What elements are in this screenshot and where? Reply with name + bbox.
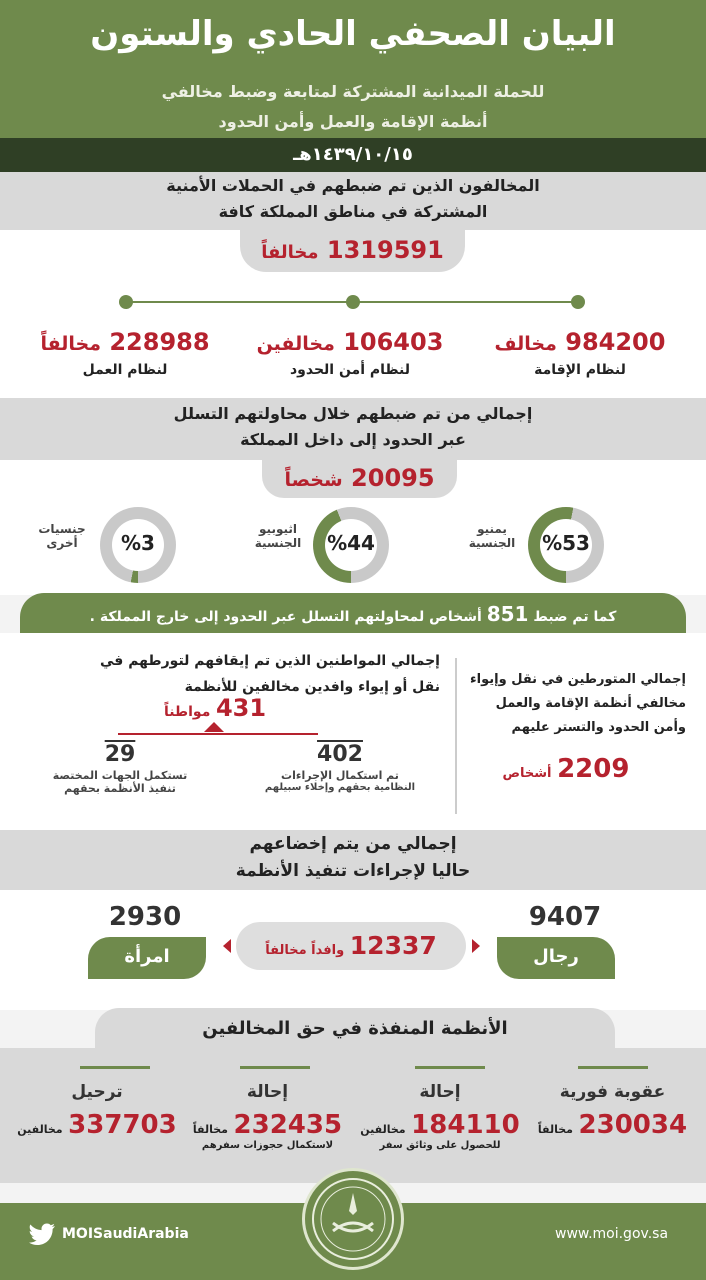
section2-total-unit: شخصاً bbox=[284, 469, 343, 491]
split-arrow bbox=[204, 722, 224, 732]
section2-total-box bbox=[262, 458, 457, 498]
transport-left-text bbox=[40, 648, 440, 700]
timeline-dot-3 bbox=[119, 295, 133, 309]
timeline-dot-2 bbox=[346, 295, 360, 309]
section1-total-box bbox=[240, 228, 465, 272]
section1-total-value: 1319591 bbox=[326, 236, 444, 264]
split-pending bbox=[30, 742, 210, 795]
action-bookings bbox=[180, 1082, 355, 1151]
transport-left-line-2: نقل أو إيواء وافدين مخالفين للأنظمة bbox=[184, 679, 440, 695]
nationality-other-label-2: أخرى bbox=[46, 536, 78, 550]
action-deport-title: ترحيل bbox=[71, 1082, 123, 1102]
section3-heading-line-2: حاليا لإجراءات تنفيذ الأنظمة bbox=[235, 861, 471, 881]
action-deport-value: 337703 bbox=[68, 1110, 177, 1140]
action-immediate-value: 230034 bbox=[578, 1110, 688, 1140]
section2-total-value: 20095 bbox=[351, 464, 435, 492]
action-bookings-title: إحالة bbox=[246, 1082, 289, 1102]
split-pending-line-2: تنفيذ الأنظمة بحقهم bbox=[64, 782, 176, 795]
action-travel-docs-value: 184110 bbox=[411, 1110, 520, 1140]
transport-right-line-1: إجمالي المتورطين في نقل وإيواء bbox=[470, 672, 686, 687]
item-underline-3 bbox=[240, 1066, 310, 1069]
section1-heading-band bbox=[0, 172, 706, 230]
stat-border bbox=[250, 328, 450, 378]
nationality-ring-other bbox=[100, 507, 176, 583]
transport-right-total bbox=[466, 754, 666, 784]
action-bookings-value: 232435 bbox=[233, 1110, 343, 1140]
item-underline-1 bbox=[578, 1066, 648, 1069]
nationality-yemeni-label bbox=[462, 522, 522, 550]
outbound-banner bbox=[20, 593, 686, 633]
section4-heading: الأنظمة المنفذة في حق المخالفين bbox=[202, 1018, 508, 1039]
action-immediate-title: عقوبة فورية bbox=[559, 1082, 666, 1102]
split-completed-line-1: تم استكمال الإجراءات bbox=[281, 769, 399, 782]
nationality-yemeni-percent: %53 bbox=[542, 531, 590, 555]
section2-heading-line-2: عبر الحدود إلى داخل المملكة bbox=[240, 430, 466, 449]
action-travel-docs-note: للحصول على وثائق سفر bbox=[379, 1140, 501, 1151]
stat-labor-unit: مخالفاً bbox=[40, 333, 101, 355]
split-line bbox=[118, 733, 318, 735]
section3-total bbox=[236, 931, 466, 960]
nationality-other-label-1: جنسيات bbox=[38, 522, 86, 536]
section3-heading-line-1: إجمالي من يتم إخضاعهم bbox=[249, 834, 457, 854]
nationality-yemeni-label-1: يمنيو bbox=[477, 522, 507, 536]
section3-total-unit: وافداً مخالفاً bbox=[265, 943, 345, 958]
nationality-ring-ethiopian bbox=[313, 507, 389, 583]
section2-total bbox=[262, 464, 457, 492]
section3-total-value: 12337 bbox=[349, 931, 437, 960]
stat-labor-label: لنظام العمل bbox=[82, 362, 168, 378]
transport-left-total bbox=[140, 694, 290, 722]
section1-heading-line-1: المخالفون الذين تم ضبطهم في الحملات الأمنية bbox=[166, 176, 540, 195]
twitter-handle[interactable]: MOISaudiArabia bbox=[62, 1226, 189, 1242]
women-value: 2930 bbox=[108, 902, 182, 932]
website-link[interactable]: www.moi.gov.sa bbox=[555, 1226, 669, 1242]
stat-border-value: 106403 bbox=[343, 328, 444, 356]
nationality-ring-yemeni bbox=[528, 507, 604, 583]
stat-labor-value: 228988 bbox=[109, 328, 210, 356]
section1-total bbox=[240, 236, 465, 264]
emblem-icon bbox=[305, 1171, 401, 1267]
section3-heading-band bbox=[0, 830, 706, 890]
section2-heading-band bbox=[0, 398, 706, 460]
transport-left-line-1: إجمالي المواطنين الذين تم إيقافهم لتورطهم في bbox=[100, 653, 440, 669]
stat-border-unit: مخالفين bbox=[256, 333, 335, 355]
nationality-ethiopian-label-2: الجنسية bbox=[254, 536, 302, 550]
split-completed bbox=[240, 742, 440, 793]
nationality-ethiopian-label-1: اثيوبيو bbox=[259, 522, 297, 536]
subtitle-line-2: أنظمة الإقامة والعمل وأمن الحدود bbox=[218, 112, 488, 131]
action-travel-docs-title: إحالة bbox=[419, 1082, 461, 1102]
nationality-other-percent: %3 bbox=[121, 531, 155, 555]
split-completed-value: 402 bbox=[317, 742, 363, 767]
section4-heading-box bbox=[95, 1008, 615, 1050]
split-pending-line-1: تستكمل الجهات المختصة bbox=[52, 769, 188, 782]
transport-right-line-2: مخالفي أنظمة الإقامة والعمل bbox=[495, 696, 686, 711]
men-label: رجال bbox=[497, 937, 615, 979]
stat-residency-value: 984200 bbox=[565, 328, 666, 356]
outbound-suffix: أشخاص لمحاولتهم التسلل عبر الحدود إلى خارج المملكة . bbox=[89, 609, 482, 625]
timeline-dot-1 bbox=[571, 295, 585, 309]
stat-residency bbox=[490, 328, 670, 378]
section1-total-unit: مخالفاً bbox=[261, 242, 319, 263]
outbound-prefix: كما تم ضبط bbox=[533, 609, 617, 625]
transport-left-value: 431 bbox=[215, 694, 267, 722]
men-value: 9407 bbox=[528, 902, 602, 932]
transport-divider bbox=[455, 658, 457, 814]
outbound-value: 851 bbox=[486, 602, 529, 626]
women-label: امرأة bbox=[88, 937, 206, 979]
transport-right-line-3: وأمن الحدود والتستر عليهم bbox=[511, 720, 686, 735]
arrow-left-icon bbox=[223, 939, 231, 953]
split-completed-line-2: النظامية بحقهم وإخلاء سبيلهم bbox=[264, 782, 416, 793]
section3-total-box bbox=[236, 922, 466, 970]
transport-right-unit: أشخاص bbox=[502, 766, 552, 781]
item-underline-2 bbox=[415, 1066, 485, 1069]
stat-border-label: لنظام أمن الحدود bbox=[289, 362, 411, 378]
twitter-icon[interactable] bbox=[28, 1223, 56, 1247]
section1-heading-line-2: المشتركة في مناطق المملكة كافة bbox=[218, 202, 488, 221]
action-travel-docs-unit: مخالفين bbox=[360, 1123, 406, 1136]
nationality-other-label bbox=[30, 522, 94, 550]
outbound-text bbox=[20, 602, 686, 626]
stat-residency-unit: مخالف bbox=[494, 333, 557, 355]
action-immediate bbox=[530, 1082, 695, 1140]
subtitle-line-1: للحملة الميدانية المشتركة لمتابعة وضبط مخالفي bbox=[161, 82, 545, 101]
ministry-emblem bbox=[302, 1168, 404, 1270]
item-underline-4 bbox=[80, 1066, 150, 1069]
transport-right-value: 2209 bbox=[557, 754, 630, 784]
transport-left-unit: مواطناً bbox=[163, 704, 211, 720]
action-bookings-unit: مخالفاً bbox=[192, 1123, 228, 1136]
action-bookings-note: لاستكمال حجوزات سفرهم bbox=[201, 1140, 334, 1151]
nationality-yemeni-label-2: الجنسية bbox=[468, 536, 516, 550]
action-immediate-unit: مخالفاً bbox=[537, 1123, 573, 1136]
split-pending-value: 29 bbox=[104, 742, 136, 767]
stat-labor bbox=[30, 328, 220, 378]
action-deport-unit: مخالفين bbox=[17, 1123, 63, 1136]
nationality-ethiopian-label bbox=[247, 522, 309, 550]
action-travel-docs bbox=[355, 1082, 525, 1151]
stat-residency-label: لنظام الإقامة bbox=[534, 362, 626, 378]
transport-right-text bbox=[466, 668, 686, 740]
date-label: ١٤٣٩/١٠/١٥هـ bbox=[293, 144, 413, 165]
page-title: البيان الصحفي الحادي والستون bbox=[90, 14, 616, 54]
nationality-ethiopian-percent: %44 bbox=[327, 531, 375, 555]
action-deport bbox=[12, 1082, 182, 1140]
section2-heading-line-1: إجمالي من تم ضبطهم خلال محاولتهم التسلل bbox=[173, 404, 533, 423]
arrow-right-icon bbox=[472, 939, 480, 953]
